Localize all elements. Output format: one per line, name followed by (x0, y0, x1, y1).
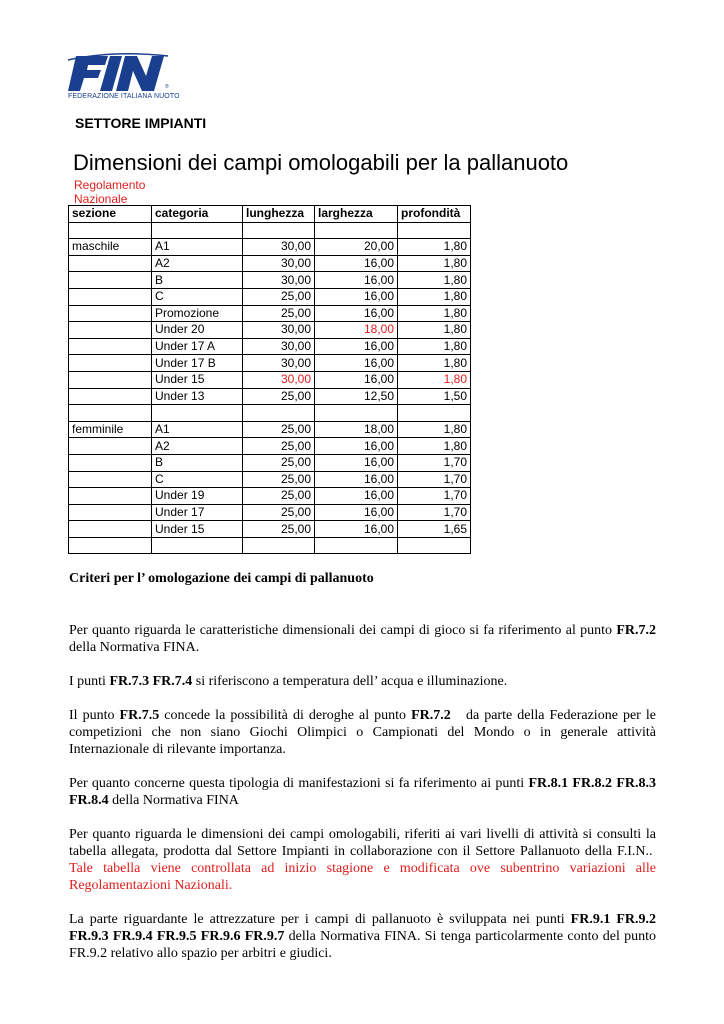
cell-lunghezza: 25,00 (243, 504, 315, 521)
page-title: Dimensioni dei campi omologabili per la pallanuoto (73, 150, 569, 175)
cell-profondita: 1,80 (398, 305, 471, 322)
cell-categoria: Under 17 A (152, 338, 243, 355)
cell-sezione (69, 521, 152, 538)
table-header-row (69, 206, 471, 223)
cell-profondita (398, 405, 471, 422)
cell-sezione (69, 255, 152, 272)
cell-categoria: C (152, 288, 243, 305)
cell-larghezza: 16,00 (315, 488, 398, 505)
cell-larghezza (315, 222, 398, 239)
cell-categoria: Under 13 (152, 388, 243, 405)
cell-lunghezza: 25,00 (243, 471, 315, 488)
column-header-categoria: categoria (152, 206, 243, 223)
cell-profondita: 1,80 (398, 322, 471, 339)
cell-sezione (69, 305, 152, 322)
table-row (69, 537, 471, 554)
table-row (69, 504, 471, 521)
cell-profondita: 1,80 (398, 255, 471, 272)
table-row (69, 405, 471, 422)
registered-mark: ® (165, 84, 169, 90)
cell-sezione (69, 222, 152, 239)
cell-sezione (69, 288, 152, 305)
paragraph-dimensions: Per quanto riguarda le dimensioni dei campi omologabili, riferiti ai vari livelli di attività si consulti la tabella allegata, prodotta dal Settore Impianti in collaborazione con il Settore Pallanuoto della F.I.N.. Tale tabella viene controllata ad inizio stagione e modificata ove subentrino variazioni alle Regolamentazioni Nazionali. (69, 827, 656, 893)
cell-larghezza: 16,00 (315, 454, 398, 471)
cell-sezione (69, 438, 152, 455)
table-row (69, 338, 471, 355)
paragraph-fr72: Per quanto riguarda le caratteristiche dimensionali dei campi di gioco si fa riferimento al punto FR.7.2 della Normativa FINA. (69, 623, 656, 655)
cell-profondita: 1,70 (398, 471, 471, 488)
table-row (69, 454, 471, 471)
cell-profondita: 1,80 (398, 288, 471, 305)
cell-lunghezza: 30,00 (243, 255, 315, 272)
cell-categoria (152, 537, 243, 554)
cell-sezione (69, 322, 152, 339)
cell-categoria: A1 (152, 421, 243, 438)
table-row (69, 488, 471, 505)
cell-sezione (69, 338, 152, 355)
cell-lunghezza: 25,00 (243, 454, 315, 471)
cell-larghezza: 16,00 (315, 355, 398, 372)
paragraph-fr8: Per quanto concerne questa tipologia di manifestazioni si fa riferimento ai punti FR.8.1 FR.8.2 FR.8.3 FR.8.4 della Normativa FINA (69, 776, 656, 808)
cell-larghezza: 16,00 (315, 338, 398, 355)
cell-larghezza (315, 405, 398, 422)
cell-categoria: A1 (152, 239, 243, 256)
cell-larghezza: 18,00 (315, 421, 398, 438)
cell-larghezza: 16,00 (315, 255, 398, 272)
table-row (69, 521, 471, 538)
cell-profondita: 1,80 (398, 272, 471, 289)
cell-lunghezza (243, 222, 315, 239)
cell-categoria: Promozione (152, 305, 243, 322)
cell-profondita: 1,80 (398, 438, 471, 455)
cell-categoria: Under 17 (152, 504, 243, 521)
cell-larghezza: 16,00 (315, 471, 398, 488)
table-row (69, 355, 471, 372)
cell-categoria: Under 15 (152, 521, 243, 538)
cell-lunghezza: 30,00 (243, 322, 315, 339)
cell-sezione (69, 272, 152, 289)
cell-profondita: 1,80 (398, 421, 471, 438)
cell-lunghezza: 25,00 (243, 488, 315, 505)
column-header-larghezza: larghezza (315, 206, 398, 223)
cell-profondita: 1,70 (398, 454, 471, 471)
cell-sezione (69, 355, 152, 372)
cell-larghezza: 12,50 (315, 388, 398, 405)
cell-sezione (69, 537, 152, 554)
paragraph-fr75: Il punto FR.7.5 concede la possibilità di deroghe al punto FR.7.2 da parte della Federazione per le competizioni che non siano Giochi Olimpici o Campionati del Mondo o in generale attività Internazionale di rilevante importanza. (69, 708, 656, 757)
cell-larghezza: 16,00 (315, 521, 398, 538)
sector-heading: SETTORE IMPIANTI (75, 115, 207, 131)
cell-categoria: Under 20 (152, 322, 243, 339)
table-row (69, 322, 471, 339)
cell-larghezza: 18,00 (315, 322, 398, 339)
table-row (69, 272, 471, 289)
cell-larghezza: 16,00 (315, 272, 398, 289)
cell-sezione (69, 504, 152, 521)
cell-categoria: Under 19 (152, 488, 243, 505)
table-row (69, 305, 471, 322)
cell-sezione (69, 488, 152, 505)
cell-larghezza: 20,00 (315, 239, 398, 256)
table-row (69, 222, 471, 239)
cell-categoria: Under 17 B (152, 355, 243, 372)
cell-lunghezza: 30,00 (243, 355, 315, 372)
cell-lunghezza: 25,00 (243, 521, 315, 538)
logo-caption: FEDERAZIONE ITALIANA NUOTO (68, 93, 180, 100)
cell-lunghezza: 25,00 (243, 388, 315, 405)
cell-sezione: maschile (69, 239, 152, 256)
cell-larghezza: 16,00 (315, 438, 398, 455)
cell-profondita: 1,50 (398, 388, 471, 405)
cell-larghezza: 16,00 (315, 371, 398, 388)
table-row (69, 371, 471, 388)
cell-larghezza: 16,00 (315, 504, 398, 521)
table-row (69, 388, 471, 405)
paragraph-fr73: I punti FR.7.3 FR.7.4 si riferiscono a temperatura dell’ acqua e illuminazione. (69, 674, 508, 689)
cell-lunghezza (243, 537, 315, 554)
cell-profondita: 1,80 (398, 371, 471, 388)
cell-lunghezza: 25,00 (243, 305, 315, 322)
column-header-profondita: profondità (398, 206, 471, 223)
cell-profondita: 1,70 (398, 504, 471, 521)
cell-profondita: 1,65 (398, 521, 471, 538)
cell-lunghezza (243, 405, 315, 422)
cell-categoria (152, 405, 243, 422)
cell-lunghezza: 25,00 (243, 438, 315, 455)
cell-categoria: Under 15 (152, 371, 243, 388)
criteria-heading: Criteri per l’ omologazione dei campi di pallanuoto (69, 571, 374, 586)
cell-sezione (69, 371, 152, 388)
cell-sezione: femminile (69, 421, 152, 438)
regulation-label: Regolamento Nazionale (74, 178, 146, 206)
cell-categoria: B (152, 272, 243, 289)
cell-sezione (69, 405, 152, 422)
dimensions-table (68, 205, 471, 554)
cell-lunghezza: 30,00 (243, 239, 315, 256)
cell-profondita (398, 537, 471, 554)
cell-categoria: C (152, 471, 243, 488)
column-header-lunghezza: lunghezza (243, 206, 315, 223)
cell-larghezza: 16,00 (315, 288, 398, 305)
cell-larghezza: 16,00 (315, 305, 398, 322)
table-row (69, 421, 471, 438)
cell-categoria: B (152, 454, 243, 471)
cell-categoria: A2 (152, 255, 243, 272)
cell-profondita (398, 222, 471, 239)
cell-lunghezza: 30,00 (243, 272, 315, 289)
cell-profondita: 1,70 (398, 488, 471, 505)
cell-profondita: 1,80 (398, 239, 471, 256)
cell-lunghezza: 25,00 (243, 421, 315, 438)
table-row (69, 255, 471, 272)
cell-larghezza (315, 537, 398, 554)
cell-lunghezza: 30,00 (243, 338, 315, 355)
paragraph-fr9: La parte riguardante le attrezzature per i campi di pallanuoto è sviluppata nei punti FR.9.1 FR.9.2 FR.9.3 FR.9.4 FR.9.5 FR.9.6 FR.9.7 della Normativa FINA. Si tenga particolarmente conto del punto FR.9.2 relativo allo spazio per arbitri e giudici. (69, 912, 656, 961)
cell-lunghezza: 25,00 (243, 288, 315, 305)
cell-sezione (69, 388, 152, 405)
cell-categoria (152, 222, 243, 239)
table-row (69, 288, 471, 305)
cell-profondita: 1,80 (398, 338, 471, 355)
cell-categoria: A2 (152, 438, 243, 455)
cell-lunghezza: 30,00 (243, 371, 315, 388)
column-header-sezione: sezione (69, 206, 152, 223)
cell-sezione (69, 454, 152, 471)
table-row (69, 471, 471, 488)
table-row (69, 438, 471, 455)
criteria-section (69, 570, 656, 962)
table-row (69, 239, 471, 256)
cell-sezione (69, 471, 152, 488)
cell-profondita: 1,80 (398, 355, 471, 372)
